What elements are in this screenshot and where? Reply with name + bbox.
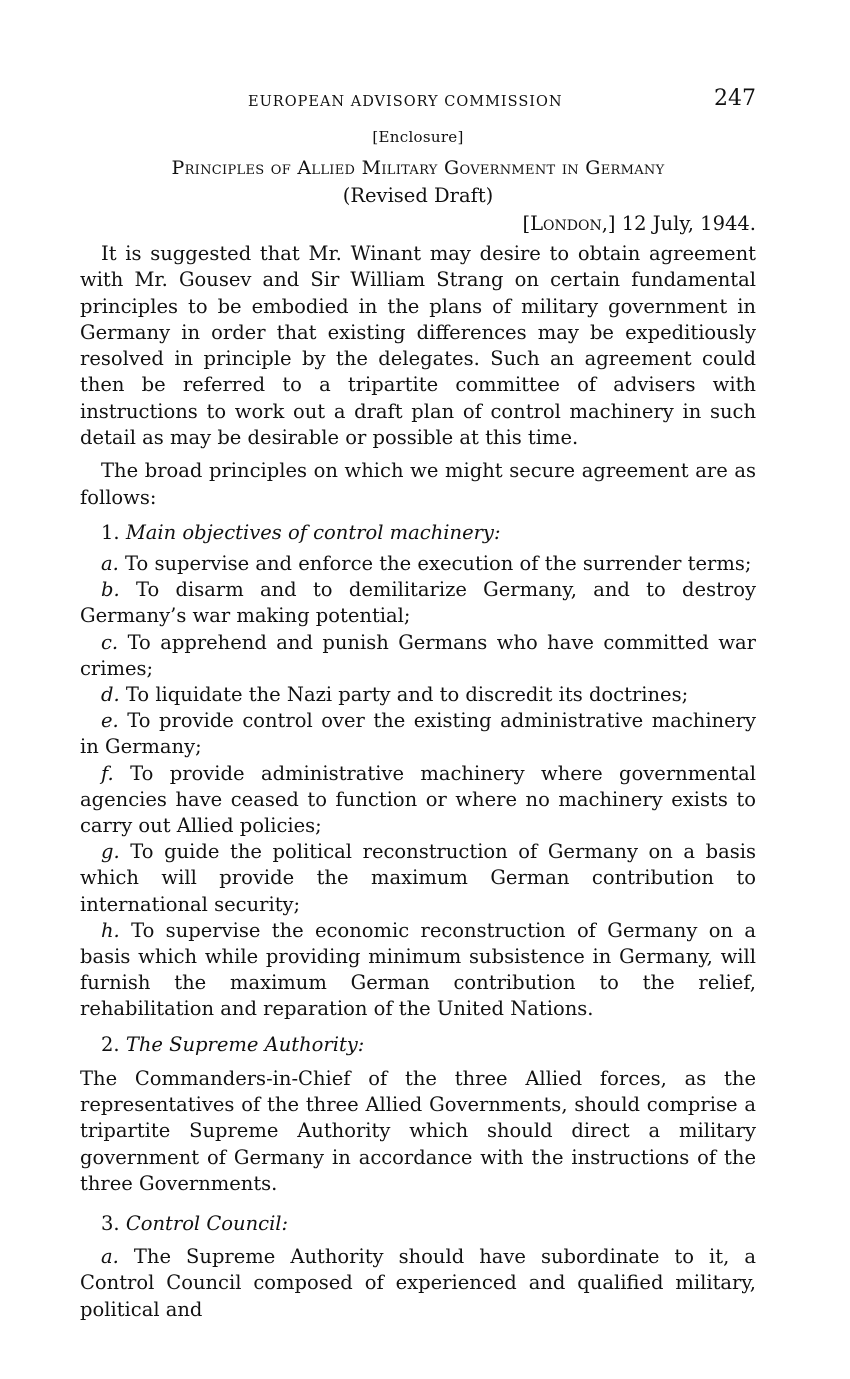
item-text: The Supreme Authority should have subordinate to it, a Control Council composed of experienced and qualified military, political and xyxy=(80,1245,756,1321)
section-2-body: The Commanders-in-Chief of the three Allied forces, as the representatives of the three Allied Governments, should comprise a tripartite Supreme Authority which should direct a military government of Germany in accordance with the instructions of the three Governments. xyxy=(80,1066,756,1195)
list-item xyxy=(80,630,756,682)
item-letter: c. xyxy=(101,630,119,654)
item-text: To apprehend and punish Germans who have committed war crimes; xyxy=(80,630,756,680)
item-letter: a. xyxy=(101,551,119,575)
item-letter: d. xyxy=(101,682,120,706)
list-item xyxy=(80,577,756,629)
objectives-list xyxy=(80,551,756,1023)
item-letter: g. xyxy=(101,840,120,864)
item-text: To disarm and to demilitarize Germany, and to destroy Germany’s war making potential; xyxy=(80,578,757,628)
section-1-title: Main objectives of control machinery: xyxy=(125,520,501,544)
list-item xyxy=(80,682,756,708)
list-item xyxy=(80,708,756,760)
item-letter: a. xyxy=(101,1245,119,1269)
control-council-list xyxy=(80,1244,756,1323)
section-3-number: 3. xyxy=(101,1212,120,1236)
list-item xyxy=(80,918,756,1023)
dateline-place: [London,] xyxy=(522,212,616,235)
list-item xyxy=(80,1244,756,1323)
section-2-heading xyxy=(80,1032,756,1058)
section-2-number: 2. xyxy=(101,1032,120,1056)
section-1-heading xyxy=(80,520,756,546)
dateline-date: 12 July, 1944. xyxy=(615,212,756,235)
item-text: To provide administrative machinery where governmental agencies have ceased to function or where no machinery exists to carry out Allied policies; xyxy=(80,761,757,837)
item-letter: f. xyxy=(101,761,114,785)
section-3-heading xyxy=(80,1211,756,1237)
item-text: To liquidate the Nazi party and to discredit its doctrines; xyxy=(125,682,689,706)
section-1-number: 1. xyxy=(101,520,120,544)
item-text: To guide the political reconstruction of Germany on a basis which will provide the maximum German contribution to international security; xyxy=(80,840,757,916)
running-title: EUROPEAN ADVISORY COMMISSION xyxy=(248,94,563,110)
enclosure-label: [Enclosure] xyxy=(372,128,464,146)
item-letter: e. xyxy=(101,709,119,733)
document-title: Principles of Allied Military Government in Germany xyxy=(171,157,665,179)
dateline xyxy=(80,212,756,235)
section-3-title: Control Council: xyxy=(125,1212,289,1236)
running-header xyxy=(80,86,756,116)
document-subtitle: (Revised Draft) xyxy=(342,184,494,207)
item-text: To provide control over the existing administrative machinery in Germany; xyxy=(80,709,756,759)
item-text: To supervise the economic reconstruction of Germany on a basis which while providing minimum subsistence in Germany, will furnish the maximum German contribution to the relief, rehabilitation and reparation of the United Nations. xyxy=(80,918,756,1021)
section-2-title: The Supreme Authority: xyxy=(125,1032,365,1056)
list-item xyxy=(80,839,756,918)
item-letter: b. xyxy=(101,578,120,602)
item-text: To supervise and enforce the execution of the surrender terms; xyxy=(125,551,752,575)
item-letter: h. xyxy=(101,918,120,942)
intro-paragraph-1: It is suggested that Mr. Winant may desire to obtain agreement with Mr. Gousev and Sir William Strang on certain fundamental principles to be embodied in the plans of military government in Germany in order that existing differences may be expeditiously resolved in principle by the delegates. Such an agreement could then be referred to a tripartite committee of advisers with instructions to work out a draft plan of control machinery in such detail as may be desirable or possible at this time. xyxy=(80,242,756,450)
list-item xyxy=(80,761,756,840)
intro-paragraph-2: The broad principles on which we might secure agreement are as follows: xyxy=(80,459,756,509)
page-number: 247 xyxy=(714,86,756,111)
list-item xyxy=(80,551,756,577)
document-page xyxy=(80,86,756,1323)
